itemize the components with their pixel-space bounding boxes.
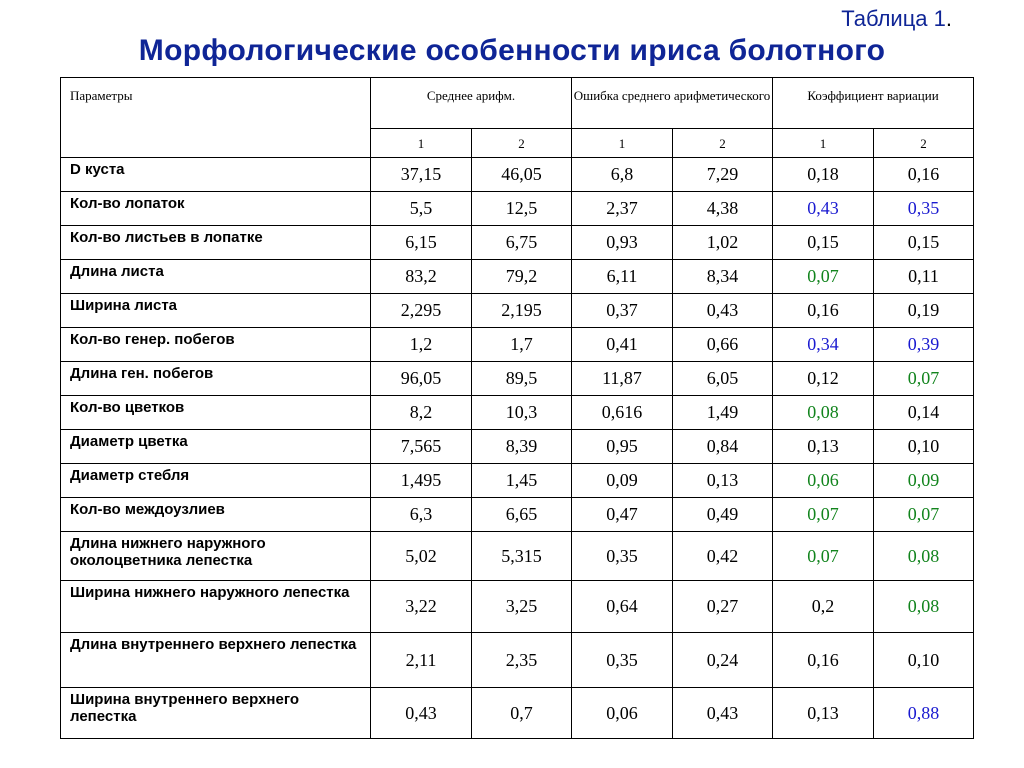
value-cell: 12,5 (472, 192, 572, 226)
value-cell: 1,7 (472, 328, 572, 362)
value-cell: 0,07 (773, 498, 874, 532)
value-cell: 0,10 (874, 430, 974, 464)
value-cell: 0,07 (874, 362, 974, 396)
value-cell: 79,2 (472, 260, 572, 294)
value-cell: 6,3 (371, 498, 472, 532)
value-cell: 0,35 (572, 532, 673, 581)
value-cell: 1,2 (371, 328, 472, 362)
value-cell: 0,07 (773, 260, 874, 294)
value-cell: 0,19 (874, 294, 974, 328)
value-cell: 8,34 (673, 260, 773, 294)
row-parameter-name: Ширина нижнего наружного лепестка (61, 581, 371, 633)
value-cell: 46,05 (472, 158, 572, 192)
table-row (61, 362, 974, 396)
table-row (61, 581, 974, 633)
row-parameter-name: Кол-во цветков (61, 396, 371, 430)
value-cell: 6,05 (673, 362, 773, 396)
value-cell: 37,15 (371, 158, 472, 192)
value-cell: 0,07 (874, 498, 974, 532)
row-parameter-name: Длина листа (61, 260, 371, 294)
subheader-cv-1: 1 (773, 129, 874, 158)
table-row (61, 158, 974, 192)
value-cell: 0,88 (874, 688, 974, 739)
subheader-error-1: 1 (572, 129, 673, 158)
value-cell: 3,22 (371, 581, 472, 633)
header-error: Ошибка среднего арифметического (572, 78, 773, 129)
row-parameter-name: Ширина внутреннего верхнего лепестка (61, 688, 371, 739)
value-cell: 0,39 (874, 328, 974, 362)
value-cell: 6,75 (472, 226, 572, 260)
table-row (61, 260, 974, 294)
data-table (60, 77, 974, 739)
value-cell: 0,24 (673, 633, 773, 688)
row-parameter-name: Диаметр стебля (61, 464, 371, 498)
value-cell: 0,37 (572, 294, 673, 328)
value-cell: 6,65 (472, 498, 572, 532)
value-cell: 0,08 (874, 581, 974, 633)
header-parameters: Параметры (61, 78, 371, 158)
value-cell: 0,08 (874, 532, 974, 581)
value-cell: 0,10 (874, 633, 974, 688)
header-mean: Среднее арифм. (371, 78, 572, 129)
value-cell: 0,18 (773, 158, 874, 192)
row-parameter-name: Кол-во генер. побегов (61, 328, 371, 362)
subheader-error-2: 2 (673, 129, 773, 158)
caption-dot: . (945, 6, 952, 31)
value-cell: 0,08 (773, 396, 874, 430)
value-cell: 0,11 (874, 260, 974, 294)
value-cell: 0,15 (874, 226, 974, 260)
value-cell: 0,12 (773, 362, 874, 396)
value-cell: 0,13 (673, 464, 773, 498)
value-cell: 1,02 (673, 226, 773, 260)
value-cell: 6,8 (572, 158, 673, 192)
value-cell: 0,49 (673, 498, 773, 532)
value-cell: 0,34 (773, 328, 874, 362)
row-parameter-name: Длина нижнего наружного околоцветника лепестка (61, 532, 371, 581)
row-parameter-name: D куста (61, 158, 371, 192)
value-cell: 89,5 (472, 362, 572, 396)
value-cell: 1,495 (371, 464, 472, 498)
value-cell: 0,616 (572, 396, 673, 430)
table-caption (841, 6, 952, 32)
subheader-mean-1: 1 (371, 129, 472, 158)
value-cell: 0,35 (572, 633, 673, 688)
page-title: Морфологические особенности ириса болотного (138, 34, 886, 67)
value-cell: 0,07 (773, 532, 874, 581)
value-cell: 96,05 (371, 362, 472, 396)
value-cell: 7,29 (673, 158, 773, 192)
table-row (61, 688, 974, 739)
value-cell: 0,43 (673, 688, 773, 739)
row-parameter-name: Кол-во листьев в лопатке (61, 226, 371, 260)
row-parameter-name: Ширина листа (61, 294, 371, 328)
value-cell: 5,02 (371, 532, 472, 581)
value-cell: 0,66 (673, 328, 773, 362)
value-cell: 0,13 (773, 430, 874, 464)
table-row (61, 294, 974, 328)
value-cell: 1,45 (472, 464, 572, 498)
value-cell: 0,95 (572, 430, 673, 464)
value-cell: 0,13 (773, 688, 874, 739)
value-cell: 3,25 (472, 581, 572, 633)
table-row (61, 396, 974, 430)
caption-label: Таблица 1 (841, 6, 946, 31)
value-cell: 0,41 (572, 328, 673, 362)
value-cell: 0,42 (673, 532, 773, 581)
value-cell: 0,27 (673, 581, 773, 633)
value-cell: 0,47 (572, 498, 673, 532)
table-row (61, 464, 974, 498)
value-cell: 8,2 (371, 396, 472, 430)
value-cell: 11,87 (572, 362, 673, 396)
table-row (61, 532, 974, 581)
value-cell: 0,43 (673, 294, 773, 328)
value-cell: 0,2 (773, 581, 874, 633)
value-cell: 2,295 (371, 294, 472, 328)
row-parameter-name: Диаметр цветка (61, 430, 371, 464)
table-row (61, 328, 974, 362)
subheader-mean-2: 2 (472, 129, 572, 158)
value-cell: 0,35 (874, 192, 974, 226)
value-cell: 4,38 (673, 192, 773, 226)
value-cell: 0,43 (371, 688, 472, 739)
row-parameter-name: Кол-во междоузлиев (61, 498, 371, 532)
value-cell: 0,64 (572, 581, 673, 633)
subheader-cv-2: 2 (874, 129, 974, 158)
value-cell: 0,16 (773, 294, 874, 328)
value-cell: 0,43 (773, 192, 874, 226)
value-cell: 2,35 (472, 633, 572, 688)
value-cell: 2,195 (472, 294, 572, 328)
value-cell: 5,315 (472, 532, 572, 581)
table-body (61, 158, 974, 739)
value-cell: 6,11 (572, 260, 673, 294)
value-cell: 2,37 (572, 192, 673, 226)
row-parameter-name: Длина внутреннего верхнего лепестка (61, 633, 371, 688)
value-cell: 6,15 (371, 226, 472, 260)
value-cell: 10,3 (472, 396, 572, 430)
value-cell: 0,15 (773, 226, 874, 260)
table-row (61, 633, 974, 688)
value-cell: 0,09 (572, 464, 673, 498)
table-row (61, 192, 974, 226)
value-cell: 83,2 (371, 260, 472, 294)
value-cell: 7,565 (371, 430, 472, 464)
value-cell: 2,11 (371, 633, 472, 688)
table-row (61, 430, 974, 464)
value-cell: 0,09 (874, 464, 974, 498)
value-cell: 5,5 (371, 192, 472, 226)
table-row (61, 226, 974, 260)
value-cell: 8,39 (472, 430, 572, 464)
value-cell: 0,16 (773, 633, 874, 688)
row-parameter-name: Кол-во лопаток (61, 192, 371, 226)
value-cell: 0,14 (874, 396, 974, 430)
value-cell: 0,7 (472, 688, 572, 739)
table-row (61, 498, 974, 532)
value-cell: 0,16 (874, 158, 974, 192)
value-cell: 0,93 (572, 226, 673, 260)
value-cell: 0,06 (773, 464, 874, 498)
value-cell: 0,06 (572, 688, 673, 739)
row-parameter-name: Длина ген. побегов (61, 362, 371, 396)
value-cell: 0,84 (673, 430, 773, 464)
header-cv: Коэффициент вариации (773, 78, 974, 129)
value-cell: 1,49 (673, 396, 773, 430)
